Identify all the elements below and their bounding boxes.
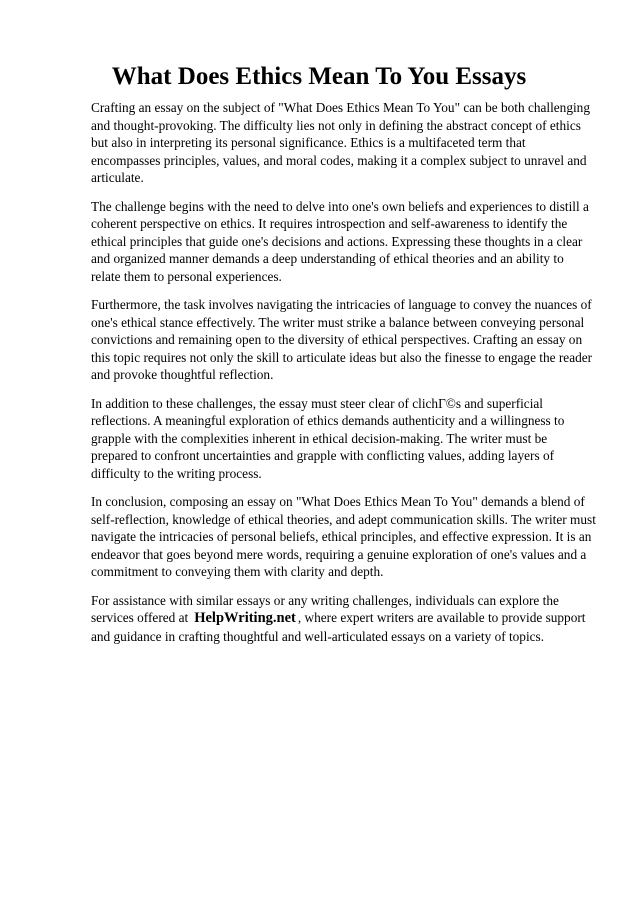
paragraph-2: The challenge begins with the need to delve into one's own beliefs and experiences to distill a coherent perspective on ethics. It requires introspection and self-awareness to identify the ethical principles that guide one's decisions and actions. Expressing these thoughts in a clear and organized manner demands a deep understanding of ethical theories and an ability to relate them to personal experiences. [91, 198, 589, 284]
closing-text-after-link: , where expert writers are available to provide support and guidance in crafting thoughtful and well-articulated essays on a variety of topics. [91, 610, 586, 644]
closing-paragraph [91, 592, 596, 646]
document-body [91, 99, 596, 656]
paragraph-1: Crafting an essay on the subject of "What Does Ethics Mean To You" can be both challenging and thought-provoking. The difficulty lies not only in defining the abstract concept of ethics but also in interpreting its personal significance. Ethics is a multifaceted term that encompasses principles, values, and moral codes, making it a complex subject to unravel and articulate. [91, 100, 590, 185]
paragraph-4: In addition to these challenges, the essay must steer clear of clichГ©s and superficial reflections. A meaningful exploration of ethics demands authenticity and a willingness to grapple with the complexities inherent in ethical decision-making. The writer must be prepared to confront uncertainties and grapple with conflicting values, adding layers of difficulty to the writing process. [91, 395, 565, 481]
page-title: What Does Ethics Mean To You Essays [111, 63, 527, 90]
paragraph-3: Furthermore, the task involves navigating the intricacies of language to convey the nuances of one's ethical stance effectively. The writer must strike a balance between conveying personal convictions and remaining open to the diversity of ethical perspectives. Crafting an essay on this topic requires not only the skill to articulate ideas but also the finesse to engage the reader and provoke thoughtful reflection. [91, 297, 593, 382]
helpwriting-link[interactable]: HelpWriting.net [194, 610, 296, 626]
paragraph-5: In conclusion, composing an essay on "What Does Ethics Mean To You" demands a blend of self-reflection, knowledge of ethical theories, and adept communication skills. The writer must navigate the intricacies of personal beliefs, ethical principles, and effective expression. It is an endeavor that goes beyond mere words, requiring a genuine exploration of one's values and a commitment to conveying them with clarity and depth. [91, 494, 596, 579]
closing-text-before-link: For assistance with similar essays or any writing challenges, individuals can explore the services offered at [91, 592, 559, 625]
